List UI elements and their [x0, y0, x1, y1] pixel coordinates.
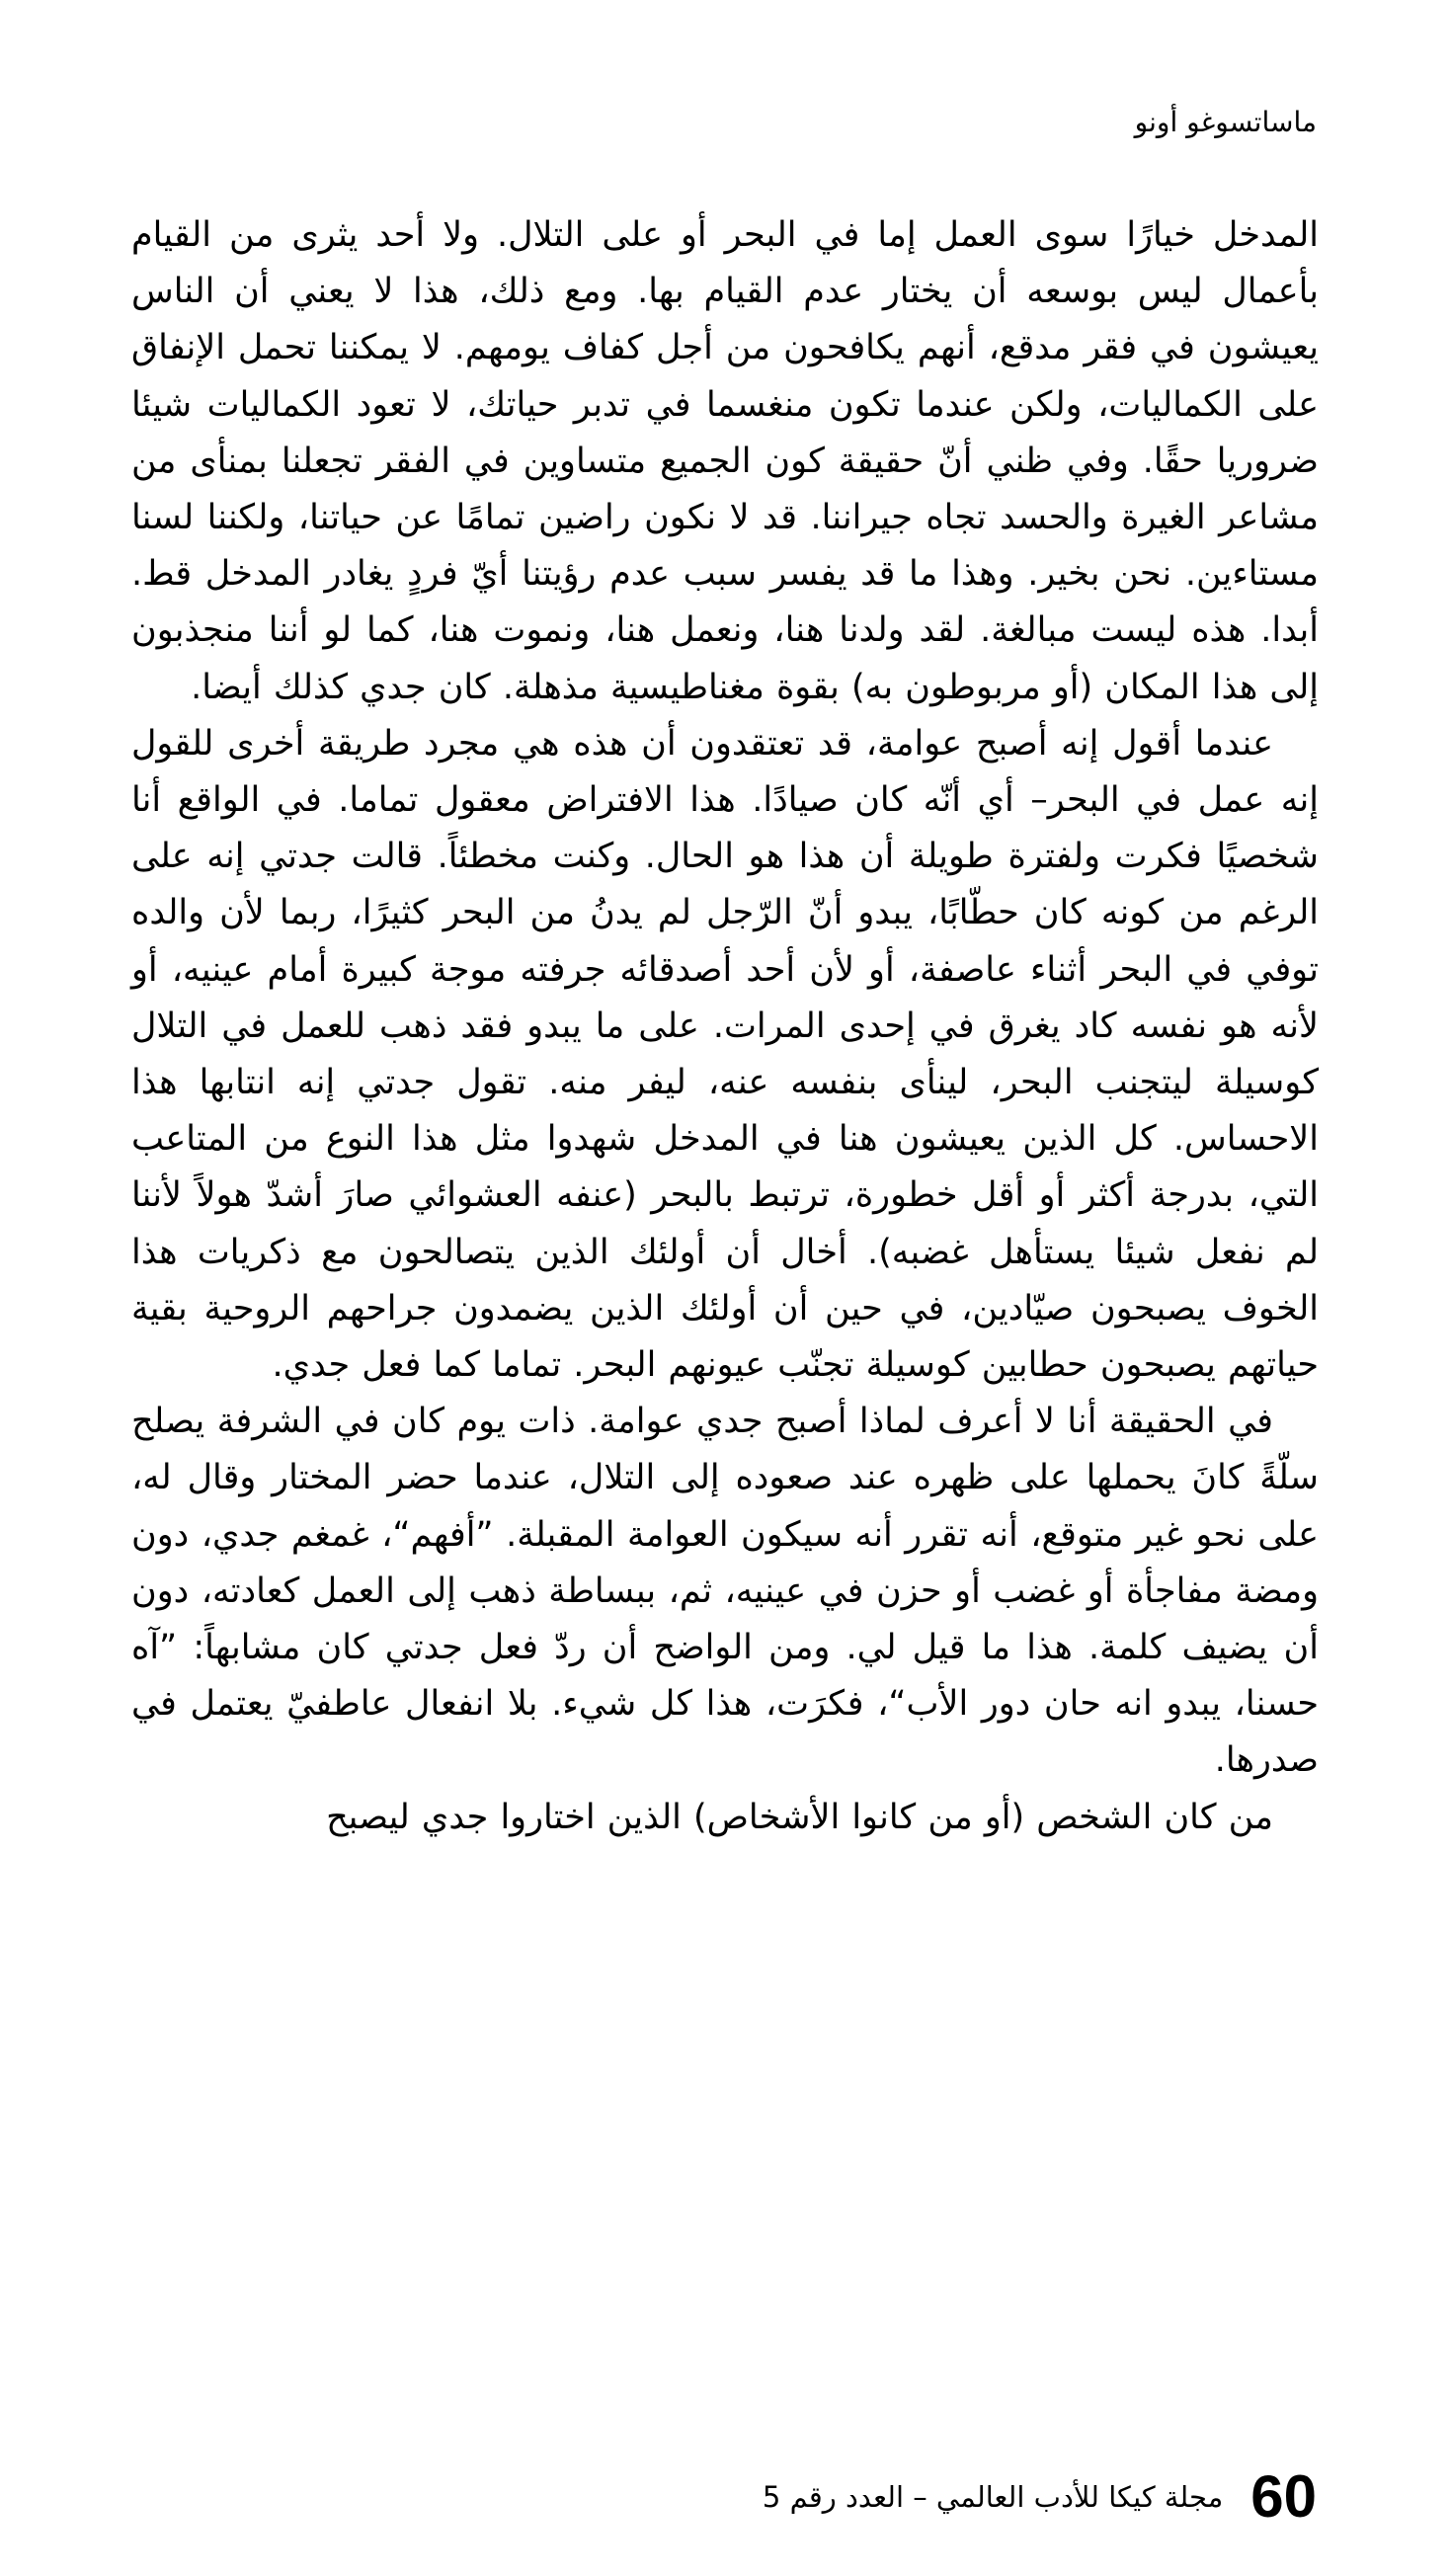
- paragraph-3: في الحقيقة أنا لا أعرف لماذا أصبح جدي عوامة. ذات يوم كان في الشرفة يصلح سلّةً كانَ يحملها على ظهره عند صعوده إلى التلال، عندما حضر المختار وقال له، على نحو غير متوقع، أنه تقرر أنه سيكون العوامة المقبلة. ”أفهم“، غمغم جدي، دون ومضة مفاجأة أو غضب أو حزن في عينيه، ثم، ببساطة ذهب إلى العمل كعادته، دون أن يضيف كلمة. هذا ما قيل لي. ومن الواضح أن ردّ فعل جدتي كان مشابهاً: ”آه حسنا، يبدو انه حان دور الأب“، فكرَت، هذا كل شيء. بلا انفعال عاطفيّ يعتمل في صدرها.: [131, 1402, 1319, 1781]
- page-number: 60: [1250, 2463, 1317, 2530]
- journal-title: مجلة كيكا للأدب العالمي – العدد رقم 5: [762, 2480, 1224, 2514]
- paragraph-1: المدخل خيارًا سوى العمل إما في البحر أو على التلال. ولا أحد يثرى من القيام بأعمال ليس بوسعه أن يختار عدم القيام بها. ومع ذلك، هذا لا يعني أن الناس يعيشون في فقر مدقع، أنهم يكافحون من أجل كفاف يومهم. لا يمكننا تحمل الإنفاق على الكماليات، ولكن عندما تكون منغسما في تدبر حياتك، لا تعود الكماليات شيئا ضروريا حقًا. وفي ظني أنّ حقيقة كون الجميع متساوين في الفقر تجعلنا بمنأى من مشاعر الغيرة والحسد تجاه جيراننا. قد لا نكون راضين تمامًا عن حياتنا، ولكننا لسنا مستاءين. نحن بخير. وهذا ما قد يفسر سبب عدم رؤيتنا أيّ فردٍ يغادر المدخل قط. أبدا. هذه ليست مبالغة. لقد ولدنا هنا، ونعمل هنا، ونموت هنا، كما لو أننا منجذبون إلى هذا المكان (أو مربوطون به) بقوة مغناطيسية مذهلة. كان جدي كذلك أيضا.: [131, 215, 1319, 707]
- paragraph-2: عندما أقول إنه أصبح عوامة، قد تعتقدون أن هذه هي مجرد طريقة أخرى للقول إنه عمل في البحر– أي أنّه كان صيادًا. هذا الافتراض معقول تماما. في الواقع أنا شخصيًا فكرت ولفترة طويلة أن هذا هو الحال. وكنت مخطئاً. قالت جدتي إنه على الرغم من كونه كان حطّابًا، يبدو أنّ الرّجل لم يدنُ من البحر كثيرًا، ربما لأن والده توفي في البحر أثناء عاصفة، أو لأن أحد أصدقائه جرفته موجة كبيرة أمام عينيه، أو لأنه هو نفسه كاد يغرق في إحدى المرات. على ما يبدو فقد ذهب للعمل في التلال كوسيلة ليتجنب البحر، لينأى بنفسه عنه، ليفر منه. تقول جدتي إنه انتابها هذا الاحساس. كل الذين يعيشون هنا في المدخل شهدوا مثل هذا النوع من المتاعب التي، بدرجة أكثر أو أقل خطورة، ترتبط بالبحر (عنفه العشوائي صارَ أشدّ هولاً لأننا لم نفعل شيئا يستأهل غضبه). أخال أن أولئك الذين يتصالحون مع ذكريات هذا الخوف يصبحون صيّادين، في حين أن أولئك الذين يضمدون جراحهم الروحية بقية حياتهم يصبحون حطابين كوسيلة تجنّب عيونهم البحر. تماما كما فعل جدي.: [131, 723, 1319, 1386]
- article-body: [131, 207, 1319, 1846]
- page-footer: [763, 2457, 1317, 2536]
- paragraph-4: من كان الشخص (أو من كانوا الأشخاص) الذين اختاروا جدي ليصبح: [326, 1797, 1273, 1837]
- running-head-author: ماساتسوغو أونو: [1134, 106, 1317, 138]
